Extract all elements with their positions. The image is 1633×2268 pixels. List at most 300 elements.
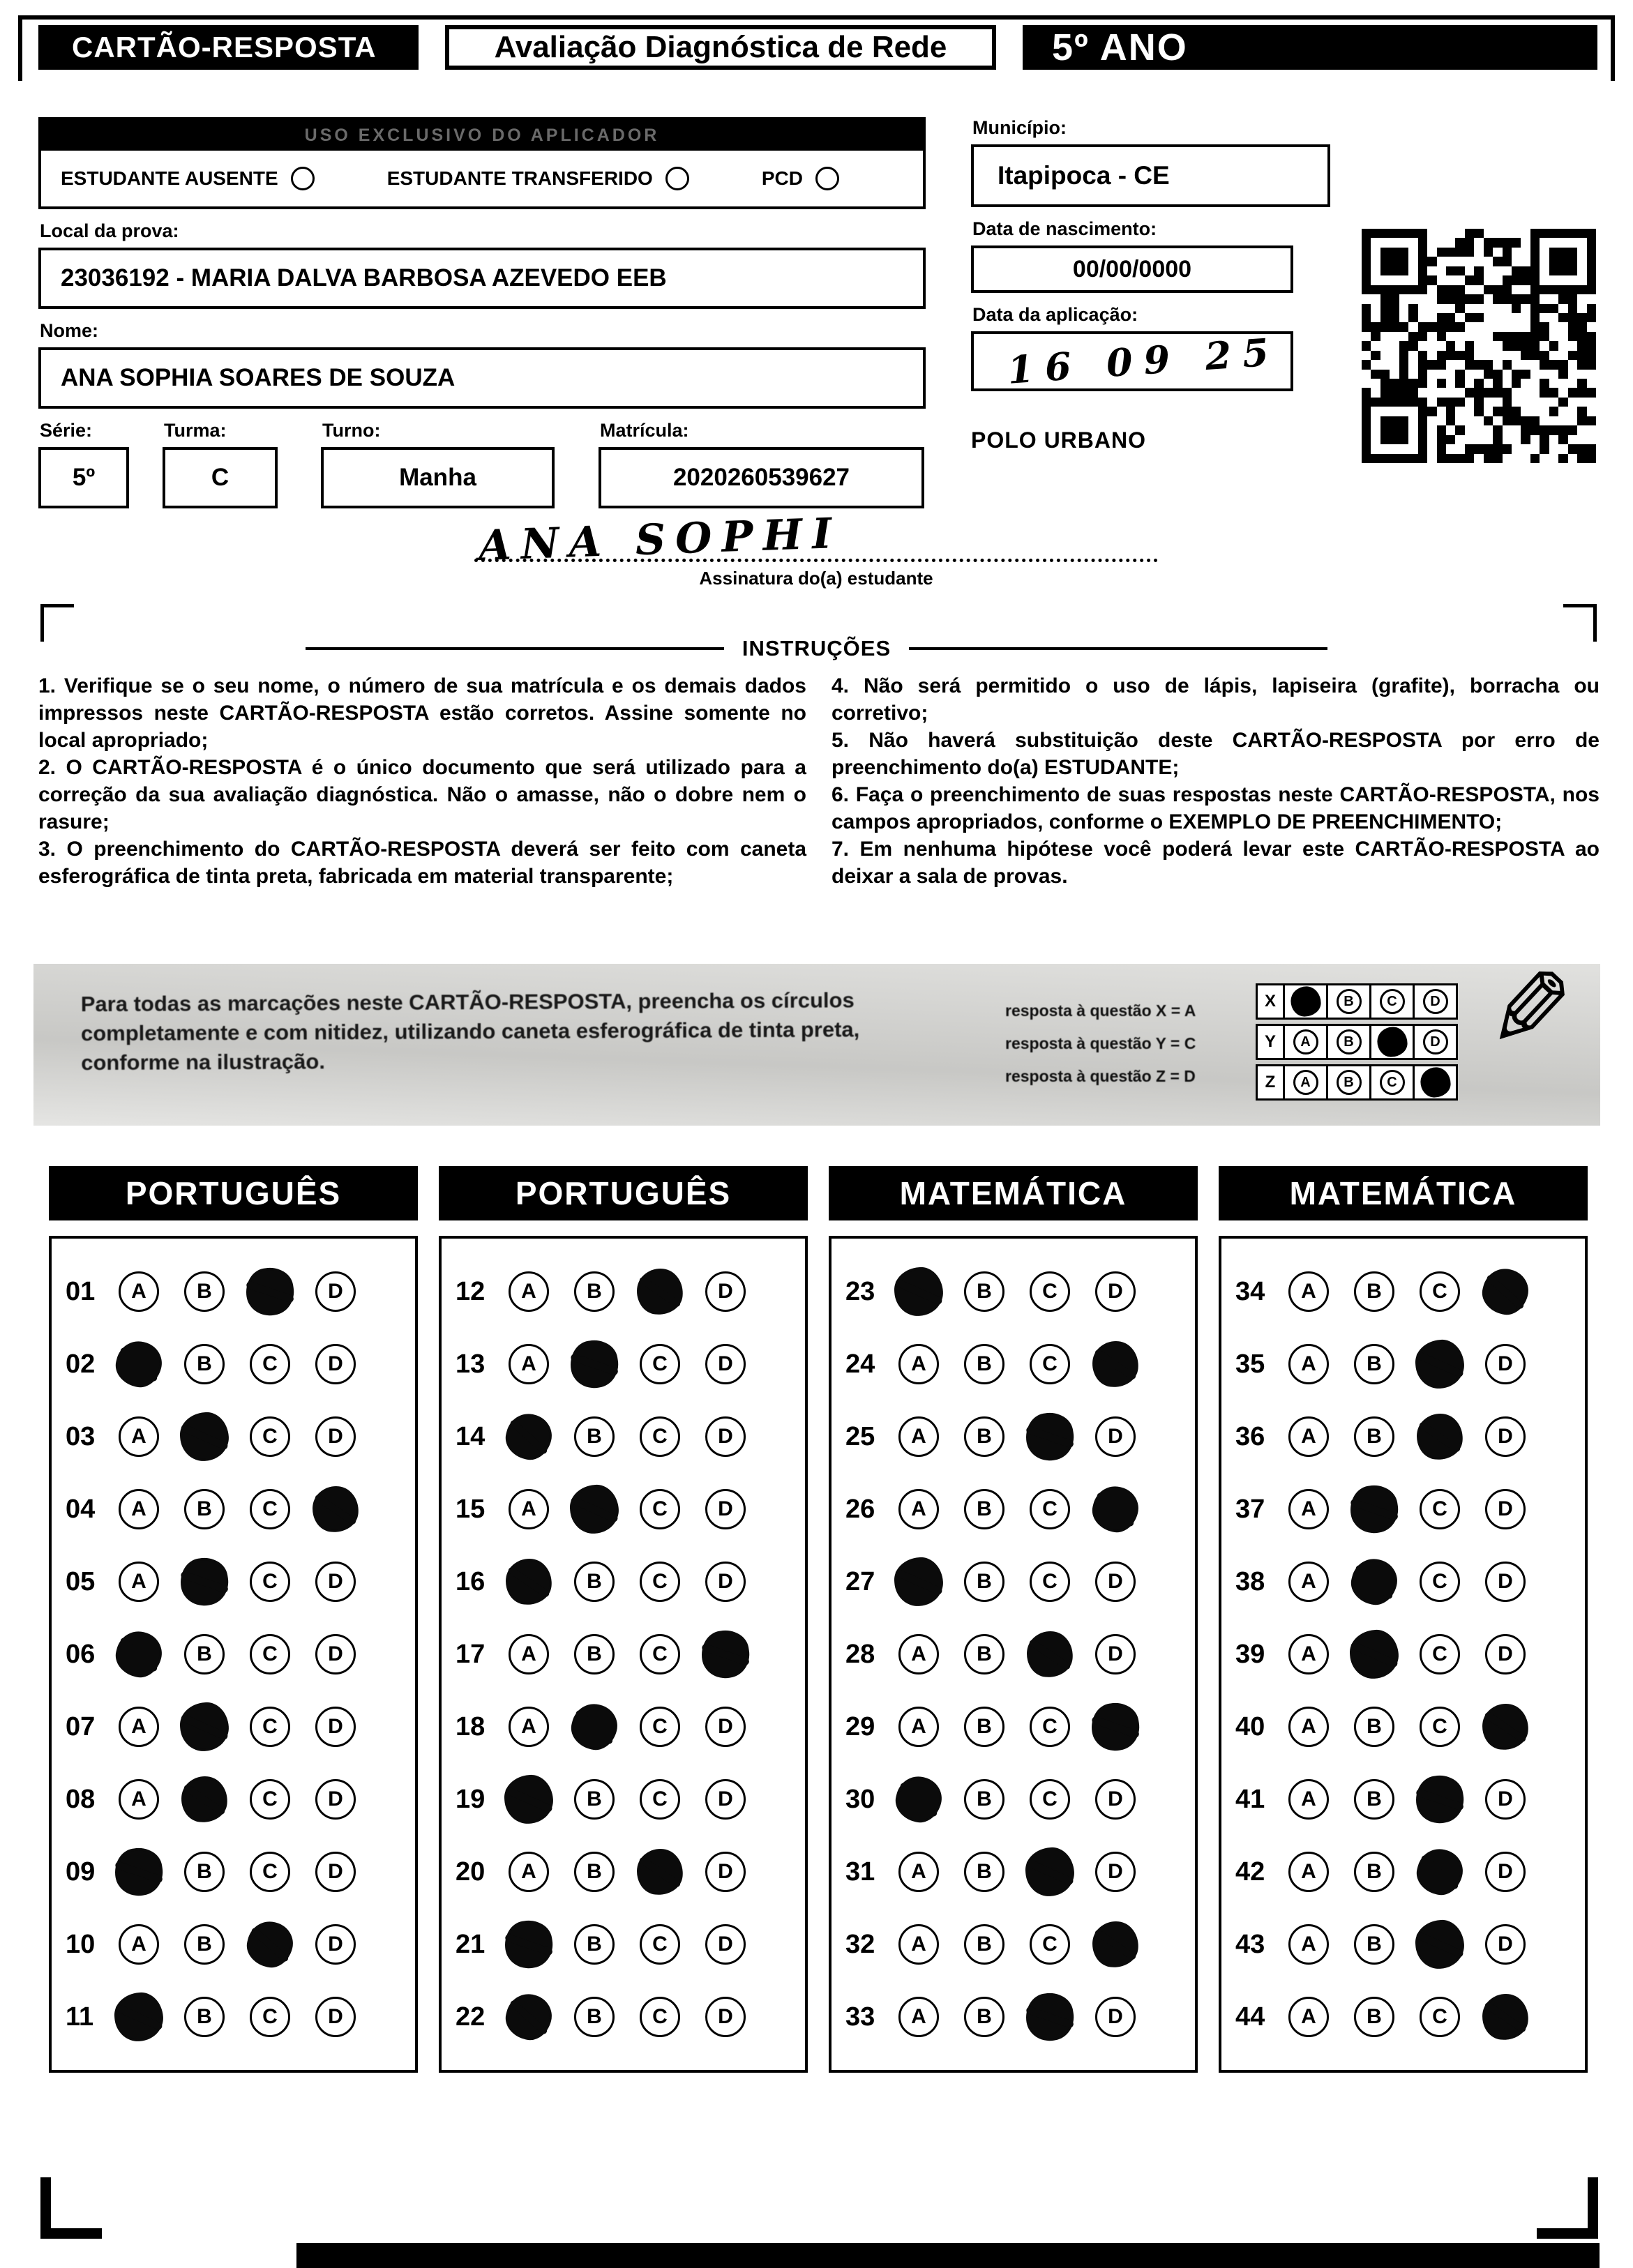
question-row-10 (66, 1908, 409, 1981)
question-row-01 (66, 1255, 409, 1328)
bubble-18-D[interactable]: D (705, 1707, 746, 1747)
example-cell (1371, 1064, 1415, 1101)
bubble-27-A[interactable] (893, 1556, 945, 1608)
status-option-label: ESTUDANTE AUSENTE (61, 167, 278, 189)
qr-code (1362, 229, 1596, 463)
bubble-05-A[interactable]: A (119, 1562, 159, 1602)
bubble-42-B[interactable]: B (1354, 1852, 1394, 1892)
question-number: 40 (1235, 1711, 1265, 1741)
bubble-04-D[interactable] (310, 1484, 361, 1535)
bubble-15-C[interactable]: C (640, 1489, 680, 1529)
bubble-10-A[interactable]: A (119, 1924, 159, 1965)
question-row-41 (1235, 1763, 1579, 1836)
question-number: 37 (1235, 1494, 1265, 1524)
fill-example-band (33, 960, 1600, 1126)
matricula-label: Matrícula: (600, 420, 689, 441)
bubble-15-A[interactable]: A (509, 1489, 549, 1529)
bubble-15-D[interactable]: D (705, 1489, 746, 1529)
question-number: 34 (1235, 1276, 1265, 1306)
exam-title: Avaliação Diagnóstica de Rede (445, 25, 996, 70)
bubble-36-D[interactable]: D (1485, 1416, 1526, 1457)
bubble-19-C[interactable]: C (640, 1779, 680, 1820)
instructions-title: INSTRUÇÕES (742, 636, 891, 660)
status-circle[interactable] (665, 167, 689, 190)
grade-title: 5º ANO (1023, 25, 1597, 70)
status-row (41, 151, 923, 206)
municipio-value: Itapipoca - CE (971, 144, 1330, 207)
example-bubble-Z-D (1420, 1067, 1450, 1097)
bubble-18-B[interactable] (567, 1700, 622, 1755)
bubble-19-B[interactable]: B (574, 1779, 615, 1820)
bubble-29-A[interactable]: A (898, 1707, 939, 1747)
example-cell (1328, 983, 1371, 1020)
question-number: 04 (66, 1494, 96, 1524)
question-number: 07 (66, 1711, 96, 1741)
bubble-33-A[interactable]: A (898, 1997, 939, 2037)
bubble-05-D[interactable]: D (315, 1562, 356, 1602)
bubble-26-C[interactable]: C (1030, 1489, 1070, 1529)
bubble-23-C[interactable]: C (1030, 1271, 1070, 1312)
bubble-01-A[interactable]: A (119, 1271, 159, 1312)
bubble-09-D[interactable]: D (315, 1852, 356, 1892)
question-row-19 (456, 1763, 799, 1836)
bubble-06-D[interactable]: D (315, 1634, 356, 1674)
bubble-05-C[interactable]: C (250, 1562, 290, 1602)
bubble-11-B[interactable]: B (184, 1997, 225, 2037)
bubble-29-B[interactable]: B (964, 1707, 1004, 1747)
bubble-41-B[interactable]: B (1354, 1779, 1394, 1820)
question-number: 18 (456, 1711, 486, 1741)
question-row-13 (456, 1328, 799, 1400)
bubble-42-D[interactable]: D (1485, 1852, 1526, 1892)
status-option-label: ESTUDANTE TRANSFERIDO (386, 167, 653, 189)
question-row-36 (1235, 1400, 1579, 1473)
question-row-03 (66, 1400, 409, 1473)
bubble-21-B[interactable]: B (574, 1924, 615, 1965)
bubble-02-A[interactable] (112, 1337, 167, 1392)
bubble-17-D[interactable] (698, 1627, 753, 1681)
bottom-timing-bar (296, 2243, 1600, 2268)
aplicacao-label: Data da aplicação: (972, 304, 1138, 325)
bubble-23-A[interactable] (893, 1266, 945, 1317)
example-cell (1328, 1064, 1371, 1101)
bubble-05-B[interactable] (177, 1555, 232, 1609)
bubble-03-B[interactable] (179, 1411, 230, 1462)
question-row-11 (66, 1981, 409, 2053)
bubble-10-C[interactable] (243, 1917, 298, 1972)
bubble-22-B[interactable]: B (574, 1997, 615, 2037)
example-cell (1285, 1064, 1328, 1101)
question-number: 26 (845, 1494, 875, 1524)
question-row-40 (1235, 1691, 1579, 1763)
bubble-40-B[interactable]: B (1354, 1707, 1394, 1747)
bubble-06-A[interactable] (112, 1627, 167, 1682)
answer-grid (829, 1236, 1198, 2073)
bubble-21-C[interactable]: C (640, 1924, 680, 1965)
corner-mark-bottom-right (1537, 2177, 1598, 2239)
bubble-18-C[interactable]: C (640, 1707, 680, 1747)
bubble-01-B[interactable]: B (184, 1271, 225, 1312)
answer-grid (1219, 1236, 1588, 2073)
example-row-Y (1256, 1024, 1458, 1060)
question-number: 21 (456, 1929, 486, 1959)
bubble-10-B[interactable]: B (184, 1924, 225, 1965)
bubble-13-A[interactable]: A (509, 1344, 549, 1384)
bubble-40-C[interactable]: C (1420, 1707, 1460, 1747)
bubble-38-B[interactable] (1347, 1555, 1402, 1610)
bubble-37-A[interactable]: A (1288, 1489, 1329, 1529)
bubble-40-A[interactable]: A (1288, 1707, 1329, 1747)
bubble-32-B[interactable]: B (964, 1924, 1004, 1965)
bubble-04-B[interactable]: B (184, 1489, 225, 1529)
bubble-29-D[interactable] (1088, 1700, 1143, 1754)
bubble-37-D[interactable]: D (1485, 1489, 1526, 1529)
question-number: 38 (1235, 1566, 1265, 1596)
bubble-25-A[interactable]: A (898, 1416, 939, 1457)
bubble-32-A[interactable]: A (898, 1924, 939, 1965)
aplicacao-handwritten-value: 16 09 25 (1006, 328, 1281, 393)
question-row-17 (456, 1618, 799, 1691)
example-bubble-Y-B: B (1337, 1029, 1362, 1054)
bubble-28-A[interactable]: A (898, 1634, 939, 1674)
bubble-25-B[interactable]: B (964, 1416, 1004, 1457)
subject-header: PORTUGUÊS (49, 1166, 418, 1220)
bubble-04-C[interactable]: C (250, 1489, 290, 1529)
question-row-39 (1235, 1618, 1579, 1691)
bubble-28-D[interactable]: D (1095, 1634, 1136, 1674)
fill-instructions-text: Para todas as marcações neste CARTÃO-RESPOSTA, preencha os círculos completamente e com nitidez, utilizando caneta esferográfica de tinta preta, conforme na ilustração. (80, 988, 860, 1075)
bubble-41-D[interactable]: D (1485, 1779, 1526, 1820)
question-number: 43 (1235, 1929, 1265, 1959)
question-number: 03 (66, 1421, 96, 1451)
example-bubble-Y-C (1377, 1027, 1407, 1057)
turma-value: C (163, 447, 278, 508)
subject-header: MATEMÁTICA (1219, 1166, 1588, 1220)
exam-data-section (971, 117, 1334, 453)
bubble-18-A[interactable]: A (509, 1707, 549, 1747)
question-number: 14 (456, 1421, 486, 1451)
status-circle[interactable] (291, 167, 315, 190)
bubble-12-D[interactable]: D (705, 1271, 746, 1312)
bubble-41-C[interactable] (1413, 1772, 1467, 1827)
question-number: 10 (66, 1929, 96, 1959)
bubble-39-A[interactable]: A (1288, 1634, 1329, 1674)
matricula-value: 2020260539627 (599, 447, 924, 508)
question-row-20 (456, 1836, 799, 1908)
bubble-22-D[interactable]: D (705, 1997, 746, 2037)
question-number: 15 (456, 1494, 486, 1524)
bubble-03-D[interactable]: D (315, 1416, 356, 1457)
bubble-34-B[interactable]: B (1354, 1271, 1394, 1312)
bubble-12-B[interactable]: B (574, 1271, 615, 1312)
bubble-32-C[interactable]: C (1030, 1924, 1070, 1965)
instructions-right-column (831, 672, 1600, 890)
bubble-21-D[interactable]: D (705, 1924, 746, 1965)
bubble-39-B[interactable] (1348, 1628, 1400, 1680)
question-number: 36 (1235, 1421, 1265, 1451)
bubble-43-B[interactable]: B (1354, 1924, 1394, 1965)
question-number: 23 (845, 1276, 875, 1306)
question-row-44 (1235, 1981, 1579, 2053)
bubble-43-D[interactable]: D (1485, 1924, 1526, 1965)
bubble-32-D[interactable] (1090, 1919, 1141, 1970)
bubble-42-A[interactable]: A (1288, 1852, 1329, 1892)
bubble-40-D[interactable] (1480, 1702, 1531, 1753)
bubble-30-A[interactable] (891, 1772, 947, 1827)
instructions-columns (38, 672, 1600, 890)
bubble-16-D[interactable]: D (705, 1562, 746, 1602)
bubble-16-C[interactable]: C (640, 1562, 680, 1602)
bubble-44-C[interactable]: C (1420, 1997, 1460, 2037)
status-option-3 (762, 167, 839, 190)
divider-line (306, 647, 724, 650)
bubble-42-C[interactable] (1413, 1845, 1468, 1900)
bubble-24-A[interactable]: A (898, 1344, 939, 1384)
bubble-34-D[interactable] (1478, 1264, 1533, 1320)
example-cell (1371, 1024, 1415, 1060)
bubble-37-B[interactable] (1347, 1482, 1401, 1536)
question-row-14 (456, 1400, 799, 1473)
bubble-14-B[interactable]: B (574, 1416, 615, 1457)
bubble-36-A[interactable]: A (1288, 1416, 1329, 1457)
bubble-36-B[interactable]: B (1354, 1416, 1394, 1457)
bubble-43-C[interactable] (1414, 1919, 1466, 1970)
bubble-44-B[interactable]: B (1354, 1997, 1394, 2037)
bubble-31-C[interactable] (1024, 1846, 1076, 1898)
bubble-27-D[interactable]: D (1095, 1562, 1136, 1602)
bubble-11-C[interactable]: C (250, 1997, 290, 2037)
example-row-label: X (1256, 983, 1285, 1020)
bubble-30-B[interactable]: B (964, 1779, 1004, 1820)
serie-label: Série: (40, 420, 93, 441)
bubble-16-A[interactable] (504, 1557, 555, 1608)
bubble-37-C[interactable]: C (1420, 1489, 1460, 1529)
example-bubble-Z-A: A (1293, 1070, 1318, 1095)
bubble-34-A[interactable]: A (1288, 1271, 1329, 1312)
bubble-17-C[interactable]: C (640, 1634, 680, 1674)
bubble-08-D[interactable]: D (315, 1779, 356, 1820)
question-row-18 (456, 1691, 799, 1763)
question-number: 02 (66, 1349, 96, 1379)
bubble-26-A[interactable]: A (898, 1489, 939, 1529)
bubble-14-A[interactable] (502, 1409, 557, 1465)
local-label: Local da prova: (40, 220, 179, 241)
local-value: 23036192 - MARIA DALVA BARBOSA AZEVEDO EEB (38, 248, 926, 309)
example-bubble-X-D: D (1423, 989, 1448, 1014)
bubble-33-B[interactable]: B (964, 1997, 1004, 2037)
question-row-37 (1235, 1473, 1579, 1545)
bubble-01-C[interactable] (243, 1264, 297, 1319)
bubble-38-C[interactable]: C (1420, 1562, 1460, 1602)
bubble-21-A[interactable] (502, 1917, 556, 1972)
answer-column-1 (49, 1166, 418, 2073)
bubble-20-A[interactable]: A (509, 1852, 549, 1892)
bubble-15-B[interactable] (569, 1483, 620, 1535)
bubble-23-D[interactable]: D (1095, 1271, 1136, 1312)
bubble-28-C[interactable] (1025, 1629, 1076, 1680)
bubble-07-B[interactable] (179, 1701, 230, 1753)
bubble-33-D[interactable]: D (1095, 1997, 1136, 2037)
bubble-08-A[interactable]: A (119, 1779, 159, 1820)
bubble-19-A[interactable] (503, 1774, 555, 1825)
bubble-31-B[interactable]: B (964, 1852, 1004, 1892)
bubble-35-D[interactable]: D (1485, 1344, 1526, 1384)
instructions-left-column (38, 672, 806, 890)
bubble-24-D[interactable] (1090, 1339, 1141, 1390)
bubble-29-C[interactable]: C (1030, 1707, 1070, 1747)
question-number: 13 (456, 1349, 486, 1379)
bubble-14-C[interactable]: C (640, 1416, 680, 1457)
bubble-27-B[interactable]: B (964, 1562, 1004, 1602)
bubble-17-B[interactable]: B (574, 1634, 615, 1674)
applicator-bar-label: USO EXCLUSIVO DO APLICADOR (41, 120, 923, 151)
bubble-33-C[interactable] (1023, 1990, 1077, 2044)
question-row-24 (845, 1328, 1189, 1400)
bubble-22-C[interactable]: C (640, 1997, 680, 2037)
bubble-03-A[interactable]: A (119, 1416, 159, 1457)
example-bubble-X-B: B (1337, 989, 1362, 1014)
bubble-09-B[interactable]: B (184, 1852, 225, 1892)
question-number: 42 (1235, 1857, 1265, 1887)
question-number: 01 (66, 1276, 96, 1306)
question-number: 06 (66, 1639, 96, 1669)
bubble-25-D[interactable]: D (1095, 1416, 1136, 1457)
bubble-35-C[interactable] (1414, 1338, 1466, 1390)
bubble-24-B[interactable]: B (964, 1344, 1004, 1384)
example-row-Z (1256, 1064, 1458, 1101)
question-number: 20 (456, 1857, 486, 1887)
bubble-19-D[interactable]: D (705, 1779, 746, 1820)
example-answer-line: resposta à questão Z = D (1005, 1067, 1196, 1086)
bubble-38-D[interactable]: D (1485, 1562, 1526, 1602)
question-number: 16 (456, 1566, 486, 1596)
example-cell (1285, 983, 1328, 1020)
bubble-13-C[interactable]: C (640, 1344, 680, 1384)
bubble-30-D[interactable]: D (1095, 1779, 1136, 1820)
bubble-43-A[interactable]: A (1288, 1924, 1329, 1965)
bubble-09-C[interactable]: C (250, 1852, 290, 1892)
bubble-39-D[interactable]: D (1485, 1634, 1526, 1674)
example-cell (1328, 1024, 1371, 1060)
question-row-27 (845, 1545, 1189, 1618)
bubble-20-D[interactable]: D (705, 1852, 746, 1892)
turno-label: Turno: (322, 420, 381, 441)
bubble-01-D[interactable]: D (315, 1271, 356, 1312)
bubble-11-D[interactable]: D (315, 1997, 356, 2037)
question-row-16 (456, 1545, 799, 1618)
question-row-32 (845, 1908, 1189, 1981)
bubble-06-B[interactable]: B (184, 1634, 225, 1674)
bubble-07-A[interactable]: A (119, 1707, 159, 1747)
question-number: 09 (66, 1857, 96, 1887)
example-bubble-X-C: C (1380, 989, 1405, 1014)
signature-line[interactable] (474, 508, 1158, 571)
bubble-44-D[interactable] (1480, 1992, 1531, 2043)
bubble-17-A[interactable]: A (509, 1634, 549, 1674)
bubble-44-A[interactable]: A (1288, 1997, 1329, 2037)
bubble-02-C[interactable]: C (250, 1344, 290, 1384)
bubble-28-B[interactable]: B (964, 1634, 1004, 1674)
question-number: 31 (845, 1857, 875, 1887)
bubble-06-C[interactable]: C (250, 1634, 290, 1674)
bubble-20-C[interactable] (635, 1847, 686, 1898)
bubble-08-C[interactable]: C (250, 1779, 290, 1820)
bubble-35-A[interactable]: A (1288, 1344, 1329, 1384)
nascimento-label: Data de nascimento: (972, 218, 1157, 239)
bubble-16-B[interactable]: B (574, 1562, 615, 1602)
bubble-04-A[interactable]: A (119, 1489, 159, 1529)
example-row-X (1256, 983, 1458, 1020)
bubble-25-C[interactable] (1023, 1409, 1077, 1464)
answer-column-3 (829, 1166, 1198, 2073)
question-row-02 (66, 1328, 409, 1400)
bubble-31-A[interactable]: A (898, 1852, 939, 1892)
bubble-07-D[interactable]: D (315, 1707, 356, 1747)
question-row-08 (66, 1763, 409, 1836)
serie-value: 5º (38, 447, 129, 508)
municipio-label: Município: (972, 117, 1067, 138)
bubble-02-D[interactable]: D (315, 1344, 356, 1384)
example-cell (1415, 1024, 1458, 1060)
example-bubble-X-A (1290, 986, 1320, 1016)
bubble-31-D[interactable]: D (1095, 1852, 1136, 1892)
question-number: 30 (845, 1784, 875, 1814)
question-row-34 (1235, 1255, 1579, 1328)
bubble-22-A[interactable] (502, 1990, 557, 2045)
pen-hand-illustration: ✎ (1466, 960, 1587, 1052)
bubble-02-B[interactable]: B (184, 1344, 225, 1384)
example-bubble-Z-C: C (1380, 1070, 1405, 1095)
bubble-09-A[interactable] (112, 1845, 166, 1899)
bubble-34-C[interactable]: C (1420, 1271, 1460, 1312)
example-bubble-Z-B: B (1337, 1070, 1362, 1095)
question-number: 41 (1235, 1784, 1265, 1814)
bubble-08-B[interactable] (179, 1774, 230, 1825)
bubble-27-C[interactable]: C (1030, 1562, 1070, 1602)
status-option-1 (61, 167, 315, 190)
question-row-04 (66, 1473, 409, 1545)
bubble-11-A[interactable] (113, 1991, 165, 2043)
bubble-30-C[interactable]: C (1030, 1779, 1070, 1820)
bubble-23-B[interactable]: B (964, 1271, 1004, 1312)
bubble-12-A[interactable]: A (509, 1271, 549, 1312)
question-number: 35 (1235, 1349, 1265, 1379)
bubble-26-D[interactable] (1088, 1482, 1143, 1537)
bubble-10-D[interactable]: D (315, 1924, 356, 1965)
question-number: 29 (845, 1711, 875, 1741)
bubble-07-C[interactable]: C (250, 1707, 290, 1747)
bubble-13-D[interactable]: D (705, 1344, 746, 1384)
question-row-12 (456, 1255, 799, 1328)
question-row-05 (66, 1545, 409, 1618)
bubble-13-B[interactable] (567, 1337, 622, 1391)
bubble-20-B[interactable]: B (574, 1852, 615, 1892)
answer-column-2 (439, 1166, 808, 2073)
bubble-24-C[interactable]: C (1030, 1344, 1070, 1384)
bubble-38-A[interactable]: A (1288, 1562, 1329, 1602)
bubble-35-B[interactable]: B (1354, 1344, 1394, 1384)
subject-header: MATEMÁTICA (829, 1166, 1198, 1220)
bubble-14-D[interactable]: D (705, 1416, 746, 1457)
bubble-36-C[interactable] (1415, 1412, 1466, 1462)
bubble-03-C[interactable]: C (250, 1416, 290, 1457)
bubble-26-B[interactable]: B (964, 1489, 1004, 1529)
bubble-39-C[interactable]: C (1420, 1634, 1460, 1674)
bubble-41-A[interactable]: A (1288, 1779, 1329, 1820)
status-circle[interactable] (815, 167, 839, 190)
question-row-35 (1235, 1328, 1579, 1400)
bubble-12-C[interactable] (635, 1267, 686, 1317)
